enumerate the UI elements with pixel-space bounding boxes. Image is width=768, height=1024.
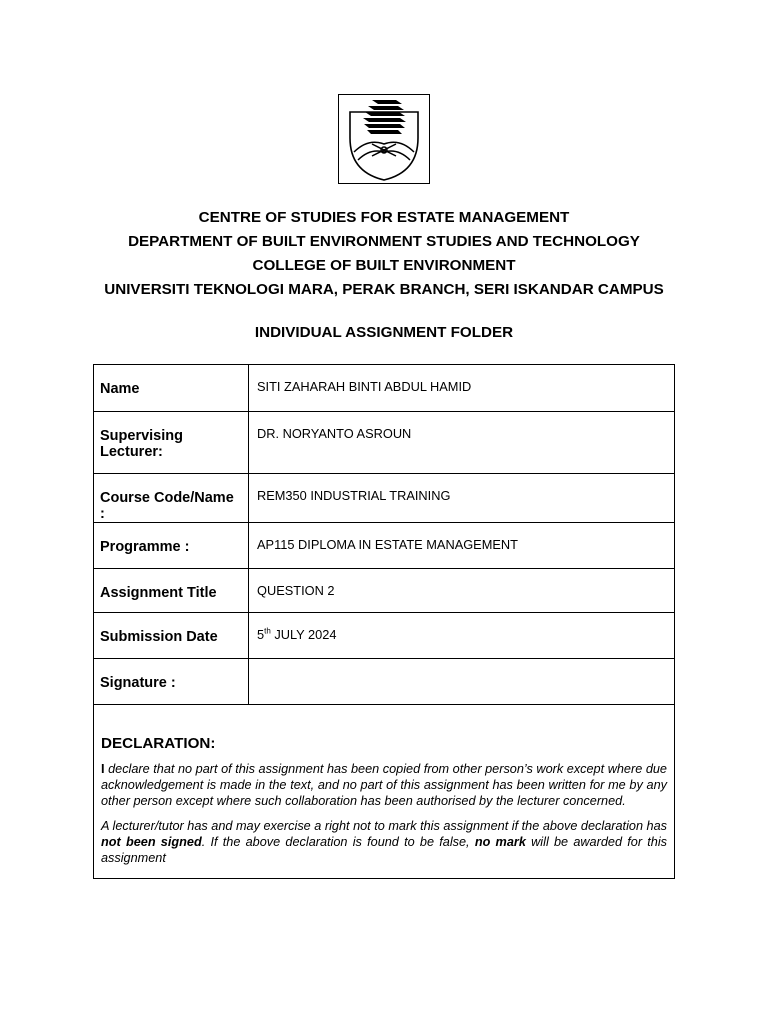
signature-label: Signature :	[100, 675, 176, 691]
table-row-assignment-title	[94, 569, 675, 613]
header-line-department: DEPARTMENT OF BUILT ENVIRONMENT STUDIES AND TECHNOLOGY	[128, 233, 640, 250]
name-label: Name	[100, 381, 140, 397]
declaration-body: declare that no part of this assignment has been copied from other person’s work except where due acknowledgement is made in the text, and no part of this assignment has been written for me by any other person except where such collaboration has been authorised by the lecturer concerned.	[101, 762, 667, 808]
table-row-course	[94, 474, 675, 523]
header-line-university: UNIVERSITI TEKNOLOGI MARA, PERAK BRANCH, SERI ISKANDAR CAMPUS	[104, 281, 664, 298]
lecturer-label-line2: Lecturer:	[100, 444, 163, 460]
declaration-paragraph-1	[101, 761, 667, 809]
declaration-paragraph-2	[101, 818, 667, 866]
lecturer-value: DR. NORYANTO ASROUN	[257, 426, 412, 441]
programme-label: Programme :	[100, 539, 190, 555]
date-day: 5	[257, 627, 265, 642]
submission-date-label: Submission Date	[100, 629, 218, 645]
university-crest-icon	[338, 94, 430, 184]
table-row-lecturer	[94, 412, 675, 474]
programme-value: AP115 DIPLOMA IN ESTATE MANAGEMENT	[257, 537, 518, 552]
table-row-declaration	[94, 705, 675, 879]
declaration-text-c: . If the above declaration is found to be false,	[201, 835, 475, 849]
lecturer-label-line1: Supervising	[100, 428, 183, 444]
folder-title: INDIVIDUAL ASSIGNMENT FOLDER	[254, 324, 514, 341]
course-value: REM350 INDUSTRIAL TRAINING	[257, 488, 451, 503]
submission-date-value	[249, 613, 674, 642]
date-suffix: th	[264, 626, 271, 636]
declaration-text-a: A lecturer/tutor has and may exercise a right not to mark this assignment if the above declaration has	[101, 819, 667, 833]
declaration-emphasis-no-mark: no mark	[474, 835, 526, 849]
assignment-info-table	[93, 364, 675, 879]
assignment-title-label: Assignment Title	[100, 585, 217, 601]
table-row-programme	[94, 523, 675, 569]
declaration-text-e: will be awarded for this assignment	[101, 835, 668, 865]
course-label: Course Code/Name :	[100, 490, 234, 522]
assignment-title-value: QUESTION 2	[257, 583, 335, 598]
institution-header	[0, 206, 768, 302]
table-row-signature	[94, 659, 675, 705]
table-row-name	[94, 365, 675, 412]
lecturer-label	[94, 412, 248, 460]
declaration-title: DECLARATION:	[101, 735, 216, 752]
name-value: SITI ZAHARAH BINTI ABDUL HAMID	[257, 379, 472, 394]
date-month-year: JULY 2024	[270, 627, 337, 642]
declaration-emphasis-not-signed: not been signed	[101, 835, 202, 849]
declaration-lead: I	[101, 762, 105, 776]
table-row-submission-date	[94, 613, 675, 659]
header-line-centre: CENTRE OF STUDIES FOR ESTATE MANAGEMENT	[198, 209, 570, 226]
signature-field[interactable]	[249, 659, 675, 705]
header-line-college: COLLEGE OF BUILT ENVIRONMENT	[252, 257, 516, 274]
